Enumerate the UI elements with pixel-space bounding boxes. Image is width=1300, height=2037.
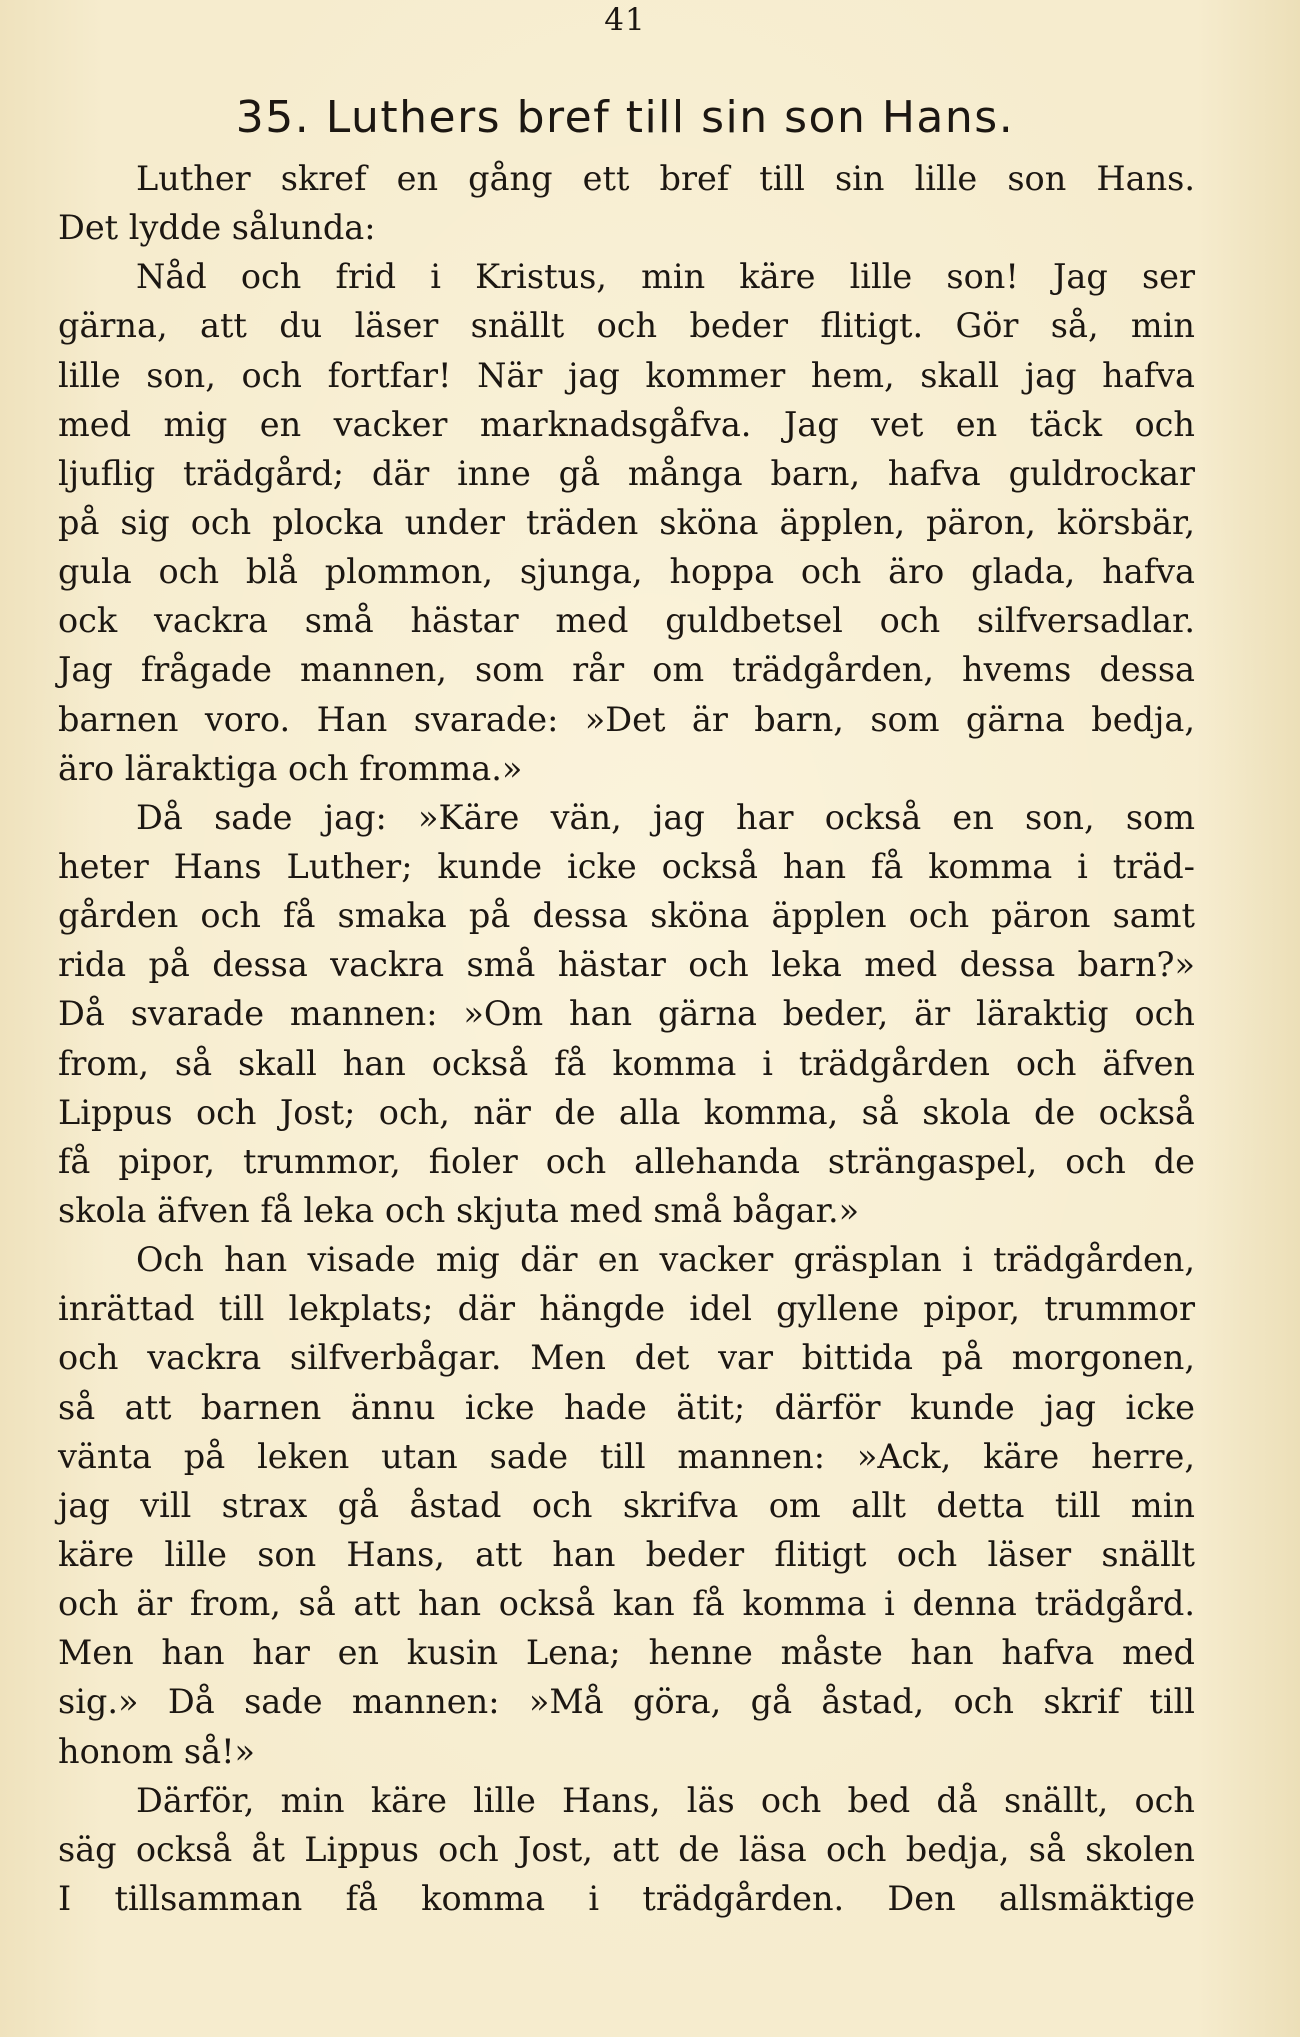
text-line: ljuflig trädgård; där inne gå många barn, hafva guldrockar (58, 453, 1195, 493)
text-line: heter Hans Luther; kunde icke också han få komma i träd- (58, 846, 1195, 886)
text-line: Det lydde sålunda: (58, 208, 376, 248)
text-line: Jag frågade mannen, som rår om trädgården, hvems dessa (58, 650, 1195, 690)
text-line: Då sade jag: »Käre vän, jag har också en son, som (136, 797, 1195, 837)
text-line: rida på dessa vackra små hästar och leka med dessa barn?» (58, 945, 1195, 985)
text-line: sig.» Då sade mannen: »Må göra, gå åstad, och skrif till (58, 1682, 1195, 1722)
text-line: I tillsamman få komma i trädgården. Den allsmäktige (58, 1878, 1195, 1918)
text-line: äro läraktiga och fromma.» (58, 748, 523, 788)
text-line: Och han visade mig där en vacker gräsplan i trädgården, (136, 1240, 1195, 1280)
chapter-title: 35. Luthers bref till sin son Hans. (235, 92, 1015, 143)
text-line: käre lille son Hans, att han beder flitigt och läser snällt (58, 1534, 1195, 1574)
text-line: barnen voro. Han svarade: »Det är barn, som gärna bedja, (58, 699, 1195, 739)
text-line: from, så skall han också få komma i trädgården och äfven (58, 1043, 1195, 1083)
text-line: och är from, så att han också kan få komma i denna trädgård. (58, 1584, 1195, 1624)
text-line: gula och blå plommon, sjunga, hoppa och äro glada, hafva (58, 552, 1195, 592)
text-line: Luther skref en gång ett bref till sin lille son Hans. (136, 159, 1195, 198)
text-line: gärna, att du läser snällt och beder flitigt. Gör så, min (58, 306, 1195, 346)
text-line: Därför, min käre lille Hans, läs och bed då snällt, och (136, 1780, 1195, 1820)
text-line: ock vackra små hästar med guldbetsel och silfversadlar. (58, 601, 1195, 641)
text-line: få pipor, trummor, fioler och allehanda strängaspel, och de (58, 1141, 1195, 1181)
text-line: jag vill strax gå åstad och skrifva om allt detta till min (58, 1485, 1195, 1525)
text-line: Då svarade mannen: »Om han gärna beder, är läraktig och (58, 994, 1195, 1034)
text-line: honom så!» (58, 1731, 256, 1771)
text-line: inrättad till lekplats; där hängde idel gyllene pipor, trummor (58, 1289, 1195, 1329)
text-line: och vackra silfverbågar. Men det var bittida på morgonen, (58, 1338, 1195, 1378)
letter-body (58, 154, 1195, 1923)
text-line: vänta på leken utan sade till mannen: »Ack, käre herre, (58, 1436, 1195, 1476)
text-line: så att barnen ännu icke hade ätit; därför kunde jag icke (58, 1387, 1195, 1427)
text-line: Men han har en kusin Lena; henne måste han hafva med (58, 1633, 1195, 1673)
text-line: säg också åt Lippus och Jost, att de läsa och bedja, så skolen (58, 1829, 1195, 1869)
text-line: på sig och plocka under träden sköna äpplen, päron, körsbär, (58, 502, 1195, 542)
text-line: skola äfven få leka och skjuta med små bågar.» (58, 1190, 860, 1230)
text-line: Nåd och frid i Kristus, min käre lille son! Jag ser (136, 257, 1195, 297)
text-line: lille son, och fortfar! När jag kommer hem, skall jag hafva (58, 355, 1195, 395)
text-line: med mig en vacker marknadsgåfva. Jag vet en täck och (58, 404, 1195, 444)
page-number: 41 (604, 2, 646, 38)
text-line: gården och få smaka på dessa sköna äpplen och päron samt (58, 896, 1195, 936)
text-line: Lippus och Jost; och, när de alla komma, så skola de också (58, 1092, 1195, 1132)
